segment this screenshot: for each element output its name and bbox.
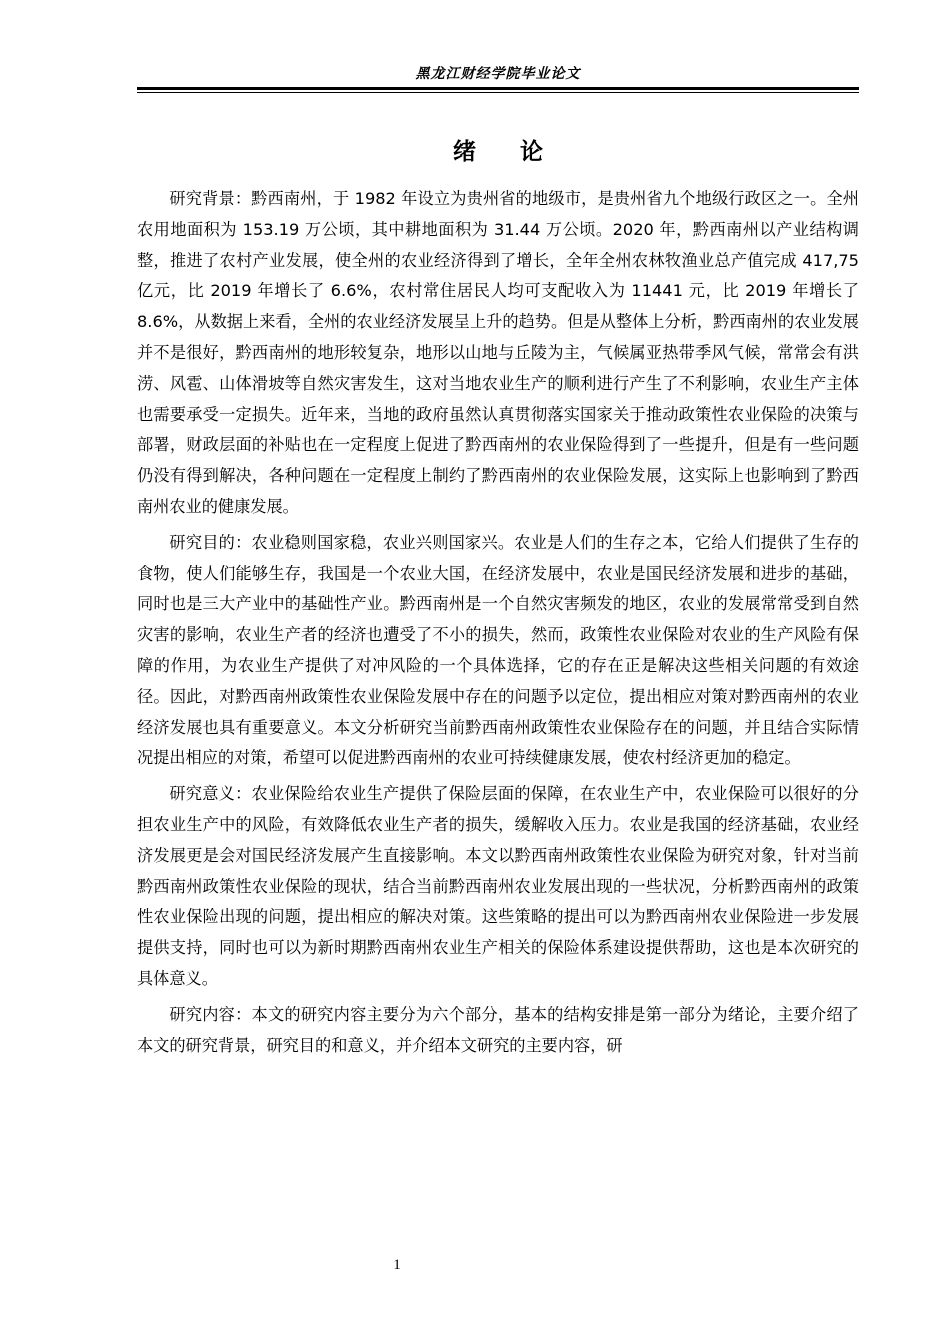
running-header: 黑龙江财经学院毕业论文 bbox=[415, 66, 581, 82]
page-number: 1 bbox=[393, 1257, 401, 1273]
title-char-2: 论 bbox=[520, 139, 543, 165]
paragraph-research-content: 研究内容：本文的研究内容主要分为六个部分，基本的结构安排是第一部分为绪论，主要介绍了本文的研究背景，研究目的和意义，并介绍本文研究的主要内容，研 bbox=[137, 1004, 859, 1055]
header-rule-thick bbox=[137, 87, 859, 90]
header-rule-thin bbox=[137, 92, 859, 93]
paragraph-research-background: 研究背景：黔西南州，于 1982 年设立为贵州省的地级市，是贵州省九个地级行政区之一。全州农用地面积为 153.19 万公顷，其中耕地面积为 31.44 万公顷。2020 年，黔西南州以产业结构调整，推进了农村产业发展，使全州的农业经济得到了增长，全年全州农林牧渔业总产值完成 417,75 亿元，比 2019 年增长了 6.6%，农村常住居民人均可支配收入为 11441 元，比 2019 年增长了 8.6%，从数据上来看，全州的农业经济发展呈上升的趋势。但是从整体上分析，黔西南州的农业发展并不是很好，黔西南州的地形较复杂，地形以山地与丘陵为主，气候属亚热带季风气候，常常会有洪涝、风雹、山体滑坡等自然灾害发生，这对当地农业生产的顺利进行产生了不利影响，农业生产主体也需要承受一定损失。近年来，当地的政府虽然认真贯彻落实国家关于推动政策性农业保险的决策与部署，财政层面的补贴也在一定程度上促进了黔西南州的农业保险得到了一些提升，但是有一些问题仍没有得到解决，各种问题在一定程度上制约了黔西南州的农业保险发展，这实际上也影响到了黔西南州农业的健康发展。 bbox=[137, 189, 859, 516]
paragraph-research-significance: 研究意义：农业保险给农业生产提供了保险层面的保障，在农业生产中，农业保险可以很好的分担农业生产中的风险，有效降低农业生产者的损失，缓解收入压力。农业是我国的经济基础，农业经济发展更是会对国民经济发展产生直接影响。本文以黔西南州政策性农业保险为研究对象，针对当前黔西南州政策性农业保险的现状，结合当前黔西南州农业发展出现的一些状况，分析黔西南州的政策性农业保险出现的问题，提出相应的解决对策。这些策略的提出可以为黔西南州农业保险进一步发展提供支持，同时也可以为新时期黔西南州农业生产相关的保险体系建设提供帮助，这也是本次研究的具体意义。 bbox=[137, 784, 859, 988]
body-text bbox=[137, 184, 859, 1066]
section-title bbox=[137, 132, 859, 172]
title-char-1: 绪 bbox=[453, 139, 476, 165]
paragraph-research-purpose: 研究目的：农业稳则国家稳，农业兴则国家兴。农业是人们的生存之本，它给人们提供了生存的食物，使人们能够生存，我国是一个农业大国，在经济发展中，农业是国民经济发展和进步的基础，同时也是三大产业中的基础性产业。黔西南州是一个自然灾害频发的地区，农业的发展常常受到自然灾害的影响，农业生产者的经济也遭受了不小的损失，然而，政策性农业保险对农业的生产风险有保障的作用，为农业生产提供了对冲风险的一个具体选择，它的存在正是解决这些相关问题的有效途径。因此，对黔西南州政策性农业保险发展中存在的问题予以定位，提出相应对策对黔西南州的农业经济发展也具有重要意义。本文分析研究当前黔西南州政策性农业保险存在的问题，并且结合实际情况提出相应的对策，希望可以促进黔西南州的农业可持续健康发展，使农村经济更加的稳定。 bbox=[137, 532, 859, 768]
